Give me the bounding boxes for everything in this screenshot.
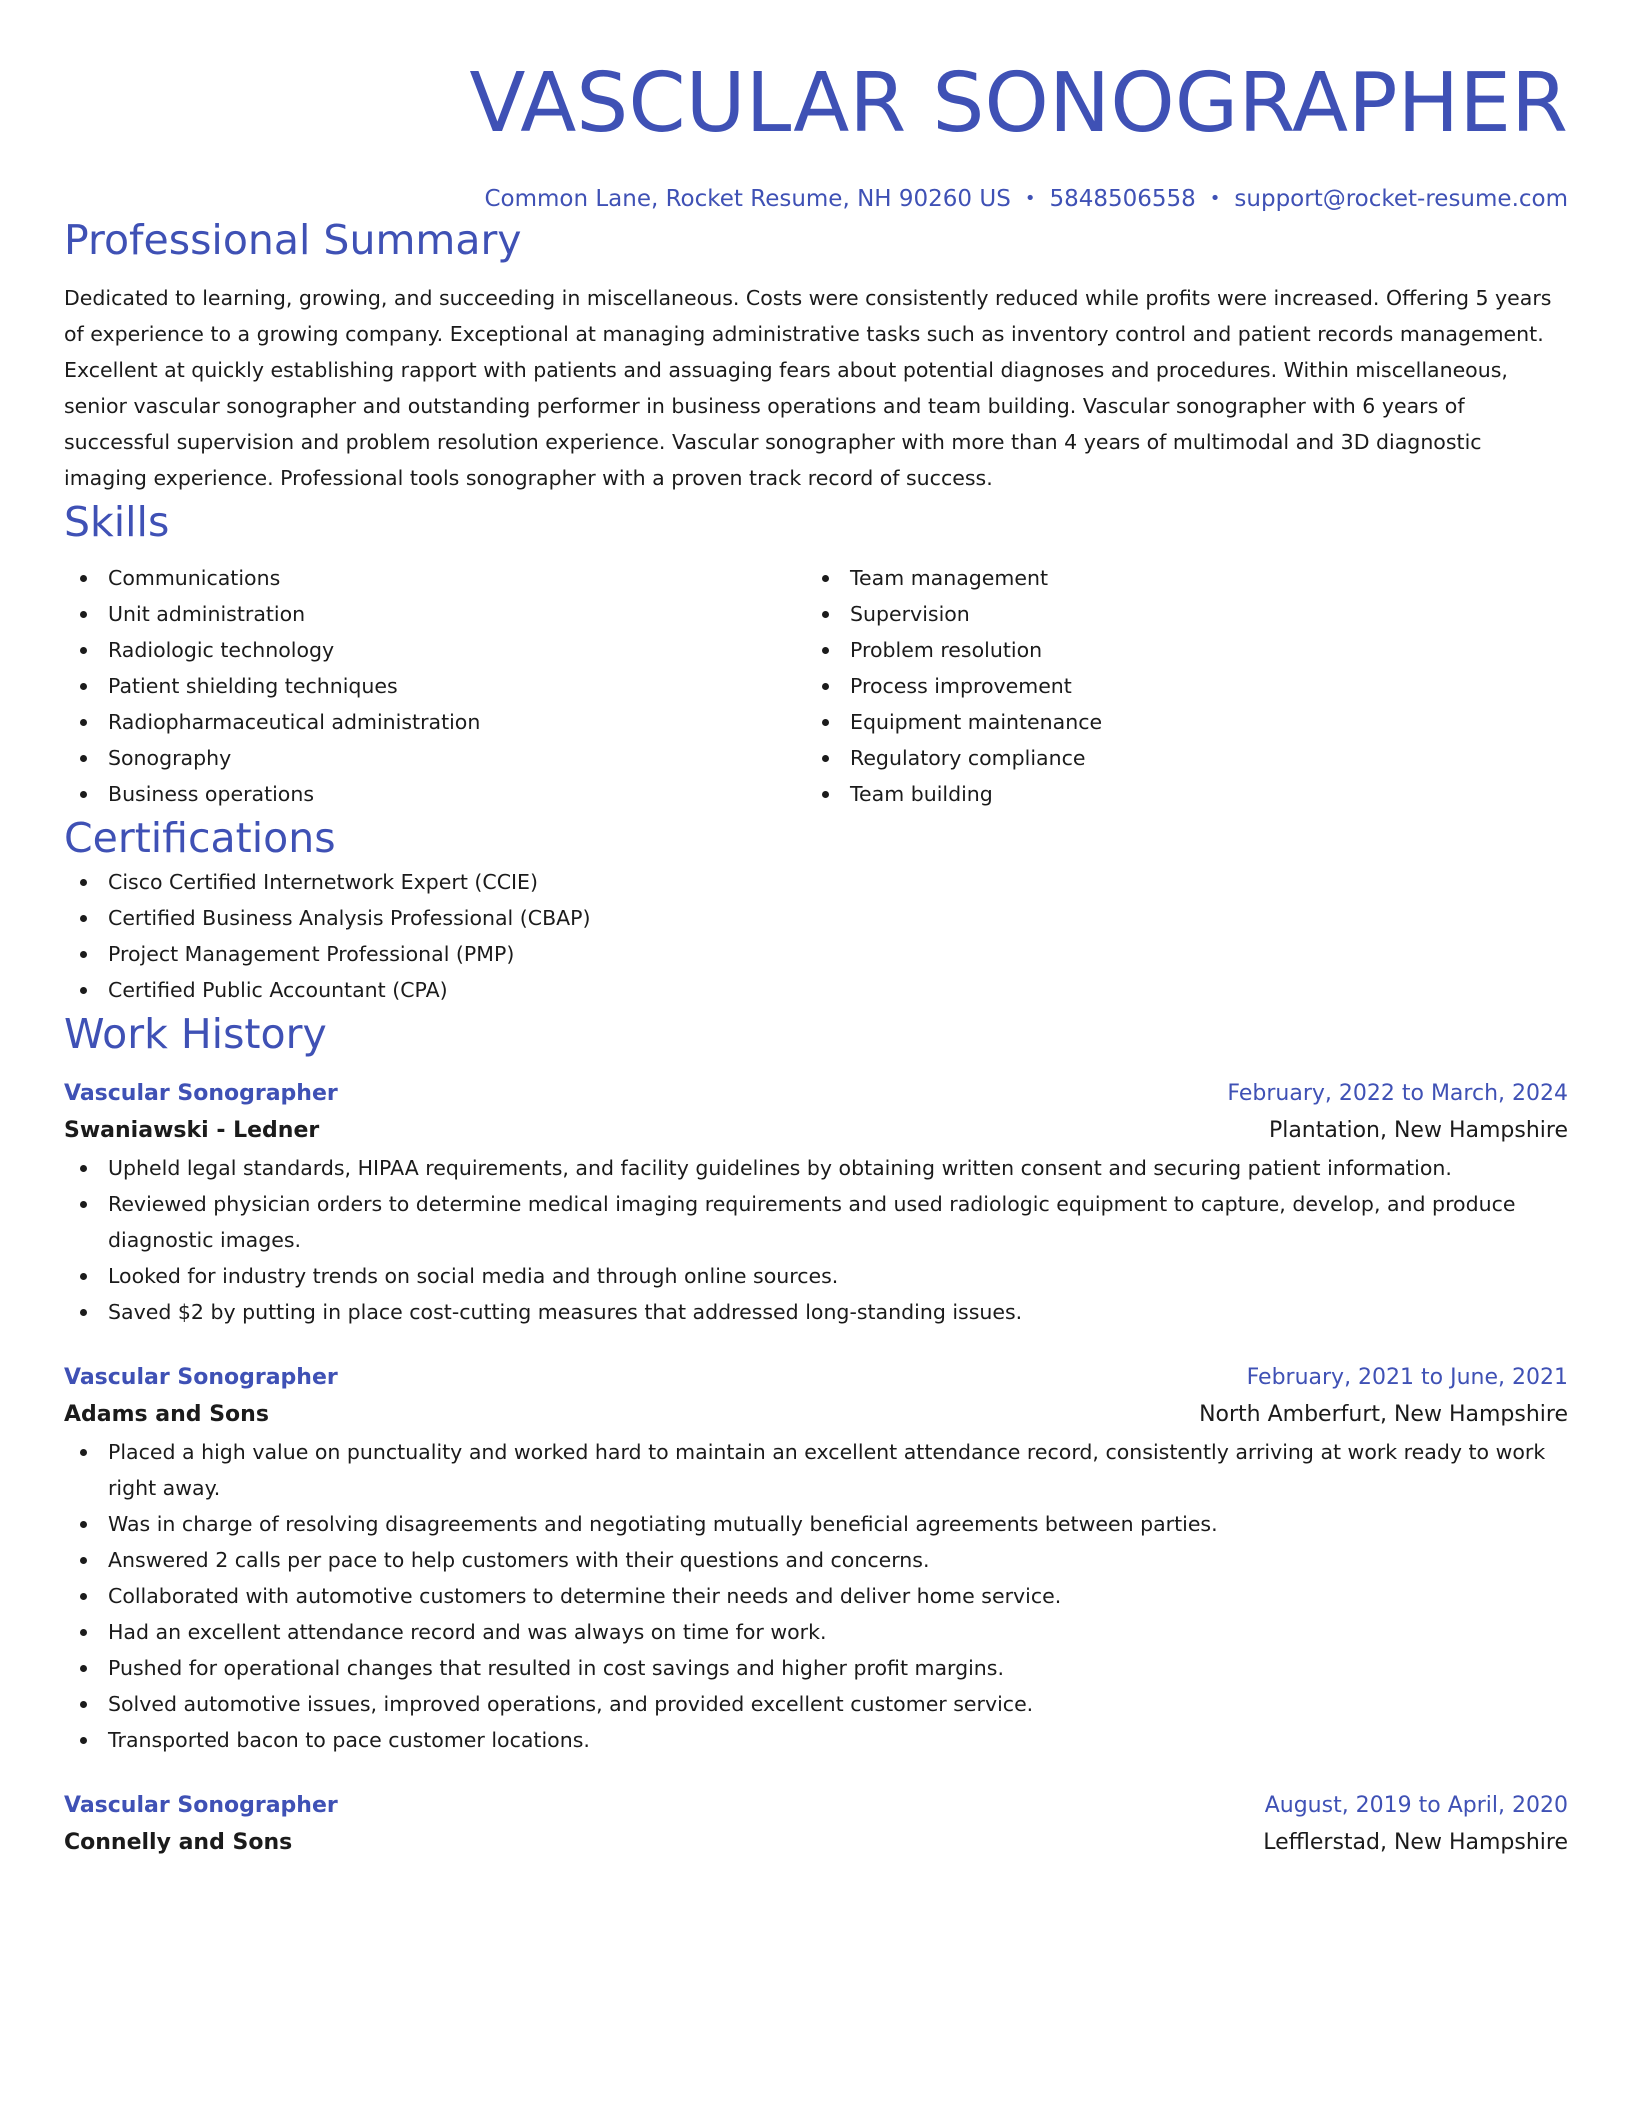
job-company: Connelly and Sons — [64, 1830, 293, 1855]
summary-text: Dedicated to learning, growing, and succeeding in miscellaneous. Costs were consistently reduced while profits were increased. Offering 5 years of experience to a growing company. Exceptional at managing administrative tasks such as inventory control and patient records management. Excellent at quickly establishing rapport with patients and assuaging fears about potential diagnoses and procedures. Within miscellaneous, senior vascular sonographer and outstanding performer in business operations and team building. Vascular sonographer with 6 years of successful supervision and problem resolution experience. Vascular sonographer with more than 4 years of multimodal and 3D diagnostic imaging experience. Professional tools sonographer with a proven track record of success. — [64, 286, 1552, 490]
job-bullet: Looked for industry trends on social media and through online sources. — [64, 1258, 1568, 1294]
resume-name: VASCULAR SONOGRAPHER — [469, 56, 1568, 151]
skill-item: Business operations — [64, 776, 806, 812]
skill-item: Process improvement — [806, 668, 1548, 704]
certification-item: Cisco Certified Internetwork Expert (CCIE) — [64, 864, 1568, 900]
contact-separator: • — [1024, 188, 1036, 209]
certifications-list — [64, 864, 1568, 1008]
job-header — [64, 1076, 1568, 1112]
job-company: Swaniawski - Ledner — [64, 1118, 320, 1143]
work-history-heading: Work History — [64, 1010, 327, 1058]
job-entry — [64, 1360, 1568, 1758]
job-bullet: Answered 2 calls per pace to help customers with their questions and concerns. — [64, 1542, 1568, 1578]
job-company: Adams and Sons — [64, 1402, 269, 1427]
job-dates: February, 2022 to March, 2024 — [1227, 1081, 1568, 1106]
skill-item: Supervision — [806, 596, 1548, 632]
job-entry — [64, 1076, 1568, 1330]
skill-item: Patient shielding techniques — [64, 668, 806, 704]
job-bullet: Was in charge of resolving disagreements and negotiating mutually beneficial agreements between parties. — [64, 1506, 1568, 1542]
job-bullet: Reviewed physician orders to determine medical imaging requirements and used radiologic equipment to capture, develop, and produce diagnostic images. — [64, 1186, 1568, 1258]
contact-address: Common Lane, Rocket Resume, NH 90260 US — [484, 186, 1011, 212]
certification-item: Project Management Professional (PMP) — [64, 936, 1568, 972]
job-header — [64, 1788, 1568, 1824]
skill-item: Team building — [806, 776, 1548, 812]
skill-item: Communications — [64, 560, 806, 596]
job-title: Vascular Sonographer — [64, 1793, 338, 1818]
skill-item: Equipment maintenance — [806, 704, 1548, 740]
job-dates: February, 2021 to June, 2021 — [1246, 1365, 1568, 1390]
job-title: Vascular Sonographer — [64, 1081, 338, 1106]
job-bullets — [64, 1434, 1568, 1758]
contact-phone[interactable]: 5848506558 — [1049, 186, 1196, 212]
certification-item: Certified Business Analysis Professional (CBAP) — [64, 900, 1568, 936]
job-subheader — [64, 1112, 1568, 1150]
job-header — [64, 1360, 1568, 1396]
skill-item: Sonography — [64, 740, 806, 776]
certifications-heading: Certifications — [64, 814, 336, 862]
job-bullet: Had an excellent attendance record and was always on time for work. — [64, 1614, 1568, 1650]
job-location: Plantation, New Hampshire — [1268, 1118, 1568, 1143]
certification-item: Certified Public Accountant (CPA) — [64, 972, 1568, 1008]
contact-separator: • — [1209, 188, 1221, 209]
job-location: Lefflerstad, New Hampshire — [1263, 1830, 1568, 1855]
job-bullet: Saved $2 by putting in place cost-cutting measures that addressed long-standing issues. — [64, 1294, 1568, 1330]
skill-item: Unit administration — [64, 596, 806, 632]
resume-page — [64, 0, 1568, 1862]
skill-item: Regulatory compliance — [806, 740, 1548, 776]
job-bullet: Solved automotive issues, improved operations, and provided excellent customer service. — [64, 1686, 1568, 1722]
skill-item: Team management — [806, 560, 1548, 596]
skills-heading: Skills — [64, 498, 170, 546]
job-bullet: Collaborated with automotive customers to determine their needs and deliver home service. — [64, 1578, 1568, 1614]
skills-columns — [64, 560, 1568, 812]
skill-item: Radiopharmaceutical administration — [64, 704, 806, 740]
job-entry — [64, 1788, 1568, 1862]
job-bullet: Placed a high value on punctuality and worked hard to maintain an excellent attendance record, consistently arriving at work ready to work right away. — [64, 1434, 1568, 1506]
job-bullets — [64, 1150, 1568, 1330]
job-title: Vascular Sonographer — [64, 1365, 338, 1390]
contact-email[interactable]: support@rocket-resume.com — [1234, 186, 1568, 212]
skill-item: Problem resolution — [806, 632, 1548, 668]
skills-list-left — [64, 560, 806, 812]
job-location: North Amberfurt, New Hampshire — [1199, 1402, 1568, 1427]
job-subheader — [64, 1396, 1568, 1434]
job-bullet: Upheld legal standards, HIPAA requirements, and facility guidelines by obtaining written consent and securing patient information. — [64, 1150, 1568, 1186]
summary-heading: Professional Summary — [64, 216, 522, 264]
job-subheader — [64, 1824, 1568, 1862]
job-dates: August, 2019 to April, 2020 — [1264, 1793, 1568, 1818]
skill-item: Radiologic technology — [64, 632, 806, 668]
job-bullet: Pushed for operational changes that resulted in cost savings and higher profit margins. — [64, 1650, 1568, 1686]
job-bullet: Transported bacon to pace customer locations. — [64, 1722, 1568, 1758]
skills-list-right — [806, 560, 1548, 812]
contact-line — [64, 184, 1568, 214]
